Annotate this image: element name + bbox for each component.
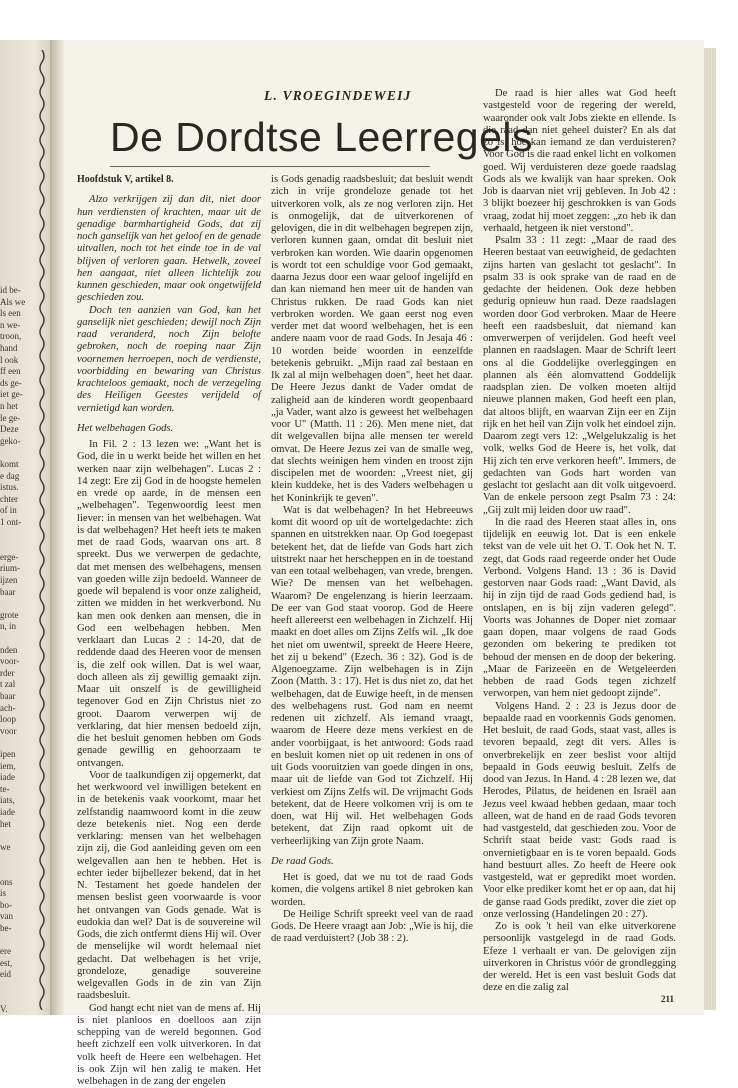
paragraph: Zo is ook 't heil van elke uitverkorene persoonlijk vastgelegd in de raad Gods. Efeze 1 verhaalt er van. De gelovigen zijn uitverkoren in Christus vóór de grondlegging der wereld. Het is een vast besluit Gods dat deze en die zalig zal [483,921,676,995]
previous-page-line: n we- [0,320,40,331]
title-rule [110,166,430,167]
paragraph: Voor de taalkundigen zij opgemerkt, dat het werkwoord vel inwilligen betekent en in de betekenis vaak voorkomt, maar het zelfstandig naamwoord komt in die zeuw deze betekenis niet. Nog een derde verklaring: mensen van het welbehagen zijn zij, die God aanleiding geven om een welgevallen aan hen te hebben. Het is echter ieder bijbellezer bekend, dat in het N. Testament het goede handelen der mensen beslist geen voorwaarde is voor het ontvangen van Gods genade. Wat is eudokia dan wel? Dat is de souvereine wil Gods, die zich ontfermt diens Hij wil. Over de menselijke wil wordt helemaal niet gedacht. Dat welbehagen is het vrije, grondeloze, genadige souvereine welgevallen Gods in de zin van Zijn raadsbesluit. [77,770,261,1003]
previous-page-line: nden [0,645,40,656]
paragraph: Het is goed, dat we nu tot de raad Gods komen, die volgens artikel 8 niet gebroken kan worden. [271,872,473,909]
previous-page-line: te- [0,784,40,795]
paragraph: In Fil. 2 : 13 lezen we: „Want het is God, die in u werkt beide het willen en het werken naar zijn welbehagen". Lucas 2 : 14 zegt: Ere zij God in de hoogste hemelen en vrede op aarde, in de mensen een „welbehagen". Tegenwoordig leest men liever: in mensen van het welbehagen. Wat is dat welbehagen? Het heeft iets te maken met de raad Gods, waarvan ons art. 8 spreekt. Dus we verwerpen de gedachte, dat met mensen des welbehagens, mensen van goeden wille zijn bedoeld. Wanneer de goede wil bepalend is voor onze zaligheid, zitten we midden in het werkverbond. Nu kan men ook denken aan mensen, die in God een welbehagen hebben. Men verklaart dan Lucas 2 : 14-20, dat de reddende daad des Heeren voor de mensen is, die zelf ook willen. Dat is wel waar, doch alleen als zij gewillig gemaakt zijn. Maar uit onszelf is de gewilligheid tegenover God en Zijn Christus niet zo groot. Daarom verwerpen wij de verklaring, dat hier mensen bedoeld zijn, die het besluit genomen hebben om Gods genade gewillig en gehoorzaam te ontvangen. [77,439,261,770]
previous-page-line: ipen [0,749,40,760]
previous-page-line: le ge- [0,413,40,424]
previous-page-line: ds ge- [0,378,40,389]
chapter-heading: Hoofdstuk V, artikel 8. [77,174,261,186]
previous-page-line: troon, [0,331,40,342]
previous-page-line: iade [0,807,40,818]
previous-page-line: n het [0,401,40,412]
previous-page-line: id be- [0,285,40,296]
previous-page-line: n, in [0,621,40,632]
column-3 [483,88,676,995]
previous-page-line: ons [0,877,40,888]
page-stack-edge [704,48,716,1010]
previous-page-strip [0,40,50,1015]
previous-page-line: grote [0,610,40,621]
previous-page-line: eid [0,969,40,980]
previous-page-line: komt [0,459,40,470]
previous-page-line: voor- [0,656,40,667]
previous-page-line: ijzen [0,575,40,586]
previous-page-line: bo- [0,900,40,911]
paragraph: In die raad des Heeren staat alles in, ons tijdelijk en eeuwig lot. Dat is een enkele tekst van de vele uit het O. T. Ook het N. T. zegt, dat Gods raad regeerde onder het Oude Verbond. Volgens Hand. 13 : 36 is David gestorven naar Gods raad: „Want David, als hij in zijn tijd de raad Gods gediend had, is ontslapen, en is bij zijn vaderen gelegd". Voorts was Johannes de Doper niet zomaar gaan dopen, maar volgens de raad Gods gezonden om bekering te prediken tot behoud der mensen en de doop der bekering. „Maar de Farizeeën en de Wetgeleerden hebben de raad Gods tegen zichzelf verworpen, van hem niet gedoopt zijnde". [483,517,676,701]
previous-page-line: ere [0,946,40,957]
previous-page-line: baar [0,691,40,702]
previous-page-line: est, [0,958,40,969]
paragraph: Wat is dat welbehagen? In het Hebreeuws komt dit woord op uit de wortelgedachte: zich spannen en uitstrekken naar. Op God toegepast betekent het, dat de liefde van Gods hart zich uitstrekt naar het herscheppen en in de toestand van een totaal welbehagen, van vrede, brengen. Wie? De mensen van het welbehagen. Waarom? De engelenzang is hierin leerzaam. De eer van God staat voorop. God de Heere heeft allereerst een welbehagen in Zichzelf. Hij maakt en doet alles om Zijns Zelfs wil. „Ik doe het niet om uwentwil, spreekt de Heere Heere, het zij u bekend" (Ezech. 36 : 32). God is de Algenoegzame. Zijn welbehagen is in Zijn Zoon (Matth. 3 : 17). Het is dus niet zo, dat het welbehagen, dat de Euwige heeft, in de mensen des welbehagens rust. God nam en neemt redenen uit zichzelf. Als iemand vraagt, waarom de Heere deze mens verkiest en de ander voorbijgaat, is het antwoord: Gods raad en besluit komen niet op uit redenen in ons of uit Gods vooruitzien van goede dingen in ons, maar uit de liefde van God tot Zichzelf. Hij verkiest om Zijns Zelfs wil. De vrijmacht Gods betekent, dat de Heere volkomen vrij is om te doen, wat Hij wil. Het welbehagen Gods betekent, dat Zijn raad opkomt uit de verheerlijking van Zijn grote Naam. [271,505,473,848]
previous-page-line: is [0,888,40,899]
column-1 [77,174,261,1088]
previous-page-line: loop [0,714,40,725]
previous-page-line: V. [0,1004,40,1015]
book-gutter [50,40,64,1015]
previous-page-line: of in [0,505,40,516]
previous-page-line: iats, [0,795,40,806]
author-name: L. VROEGINDEWEIJ [264,88,411,104]
paragraph: Psalm 33 : 11 zegt: „Maar de raad des Heeren bestaat van eeuwigheid, de gedachten zijns harten van geslacht tot geslacht". In psalm 33 is ook sprake van de raad en de gedachte der heidenen. Ook deze hebben gedurig opnieuw hun raad. Deze raadslagen worden door God verbroken. Maar de Heere heeft een raadsbesluit, dat niemand kan omverwerpen of verijdelen. God heeft veel plannen en raadslagen. Maar de Schrift leert ons al die Goddelijke overleggingen en plannen als één alomvattend Goddelijk raadsplan zien. De volken moeten altijd nieuwe plannen maken, God heeft een plan, dat altoos blijft, en waarvan Zijn eer en Zijn rijk en het heil van Zijn volk het eindoel zijn. Daarom zegt vers 12: „Welgelukzalig is het volk, welks God de Heere is, het volk, dat Hij zich ten erve verkoren heeft". Immers, de gedachten van Gods hart worden van geslacht tot geslacht aan dit volk uitgevoerd. Van de enkele persoon zegt Psalm 73 : 24: „Gij zult mij leiden door uw raad". [483,235,676,517]
section-heading: Het welbehagen Gods. [77,423,261,435]
previous-page-line: ach- [0,703,40,714]
column-2 [271,174,473,946]
previous-page-line: we [0,842,40,853]
confession-quote: Doch ten aanzien van God, kan het ganselijk niet geschieden; dewijl noch Zijn raad veranderd, noch Zijn belofte gebroken, noch de roeping naar Zijn voornemen herroepen, noch de verdienste, voorbidding en bewaring van Christus krachteloos gemaakt, noch de verzegeling des Heiligen Geestes verijdeld of vernietigd kan worden. [77,305,261,415]
previous-page-line: ff een [0,366,40,377]
previous-page-line: geko- [0,436,40,447]
page-number: 211 [661,994,674,1004]
previous-page-line: erge- [0,552,40,563]
previous-page-line: rder [0,668,40,679]
previous-page-line: het [0,819,40,830]
previous-page-line: iem, [0,761,40,772]
paragraph: God hangt echt niet van de mens af. Hij is niet planloos en doelloos aan zijn schepping van de wereld begonnen. God heeft zichzelf een volk uitverkoren. In dat volk heeft de Heere een welbehagen. Het is ook Zijn wil hen zalig te maken. Het welbehagen in de zang der engelen [77,1003,261,1088]
previous-page-line: t zal [0,679,40,690]
previous-page-line: Als we [0,297,40,308]
wavy-border-ornament [36,50,48,1010]
previous-page-line: l ook [0,355,40,366]
previous-page-line: Deze [0,424,40,435]
paragraph: is Gods genadig raadsbesluit; dat besluit wendt zich in vrije grondeloze genade tot het uitverkoren volk, als ze nog verloren zijn. Het is onmogelijk, dat de uitverkorenen of gelovigen, die in dit welbehagen begrepen zijn, verloren kunnen gaan, omdat dit besluit niet verbroken kan worden. Wie daarin opgenomen is wordt tot een schuldige voor God gemaakt, daarna Jezus door een waar geloof ingelijfd en dan kan niemand hen meer uit de handen van Christus rukken. De raad Gods kan niet verbroken worden. We gaan eerst nog even verder met dat woord welbehagen, het is een andere naam voor de raad Gods. In Jesaja 46 : 10 worden beide woorden in eenzelfde betekenis gebruikt. „Mijn raad zal bestaan en Ik zal al mijn welbehagen doen", heet het daar. De Heere Jezus dankt de Vader omdat de zaligheid aan de kinderen wordt geopenbaard „ja Vader, want alzo is geweest het welbehagen voor U" (Matth. 11 : 26). Men mene niet, dat dit welgevallen bijna alle mensen ter wereld omvat. De Heere Jezus zei van de smalle weg, dat slechts weinigen hem vinden en troost zijn discipelen met de woorden: „Vreest niet, gij klein kuddeke, het is des Vaders welbehagen u het Koninkrijk te geven". [271,174,473,505]
paragraph: De raad is hier alles wat God heeft vastgesteld voor de regering der wereld, waaronder ook valt Jobs ziekte en ellende. Is die raad dan niet geheel duister? En als dat zo is, hoe kan iemand ze dan verduisteren? Voor God is die raad enkel licht en volkomen goed. Wij verduisteren deze goede raadslag Gods als we kwalijk van haar spreken. Ook Job is daarvan niet vrij gebleven. In Job 42 : 3 blijkt boezeer hij geschrokken is van Gods vraag, zodat hij moet zeggen: „zo heb ik dan verhaald, hetgeen ik niet verstond". [483,88,676,235]
previous-page-line: iade [0,772,40,783]
previous-page-line: 1 ont- [0,517,40,528]
paragraph: Volgens Hand. 2 : 23 is Jezus door de bepaalde raad en voorkennis Gods genomen. Het besluit, de raad Gods, staat vast, alles is tevoren bepaald, zegt dit vers. Alles is onverbrekelijk en zeer beslist voor altijd bepaald in Gods eeuwig besluit. Zelfs de dood van Jezus. In Hand. 4 : 28 lezen we, dat Herodes, Pilatus, de heidenen en Israël aan Jezus veel kwaad hebben gedaan, maar toch alleen, wat de hand en de raad Gods tevoren had vastgesteld, dat geschieden zou. Voor de Schrift staat beide vast: Gods raad is onvernietigbaar en is te voren bepaald. Gods hand bestuurt alles. Zo heeft de Heere ook vastgesteld, wat er gepredikt moet worden. Voor elke prediker komt het er op aan, dat hij de ganse raad Gods predikt, zover die ziet op onze verlossing (Handelingen 20 : 27). [483,701,676,922]
previous-page-line: iet ge- [0,389,40,400]
previous-page-line: istus. [0,482,40,493]
previous-page-line: voor [0,726,40,737]
article-page [64,40,704,1015]
confession-quote: Alzo verkrijgen zij dan dit, niet door hun verdiensten of krachten, maar uit de genadige barmhartigheid Gods, dat zij noch ganselijk van het geloof en de genade uitvallen, noch tot het einde toe in de val blijven of verloren gaan. Hetwelk, zoveel hen aangaat, niet alleen lichtelijk zou kunnen geschieden, maar ook ongetwijfeld geschieden zou. [77,194,261,304]
previous-page-line: hand [0,343,40,354]
previous-page-line: van [0,911,40,922]
previous-page-line: ls een [0,308,40,319]
paragraph: De Heilige Schrift spreekt veel van de raad Gods. De Heere vraagt aan Job: „Wie is hij, die de raad verduistert? (Job 38 : 2). [271,909,473,946]
previous-page-line: e dag [0,471,40,482]
previous-page-line: be- [0,923,40,934]
previous-page-line: baar [0,587,40,598]
article-title: De Dordtse Leerregels [110,114,533,161]
previous-page-line: rium- [0,563,40,574]
previous-page-line: chter [0,494,40,505]
section-heading: De raad Gods. [271,856,473,868]
